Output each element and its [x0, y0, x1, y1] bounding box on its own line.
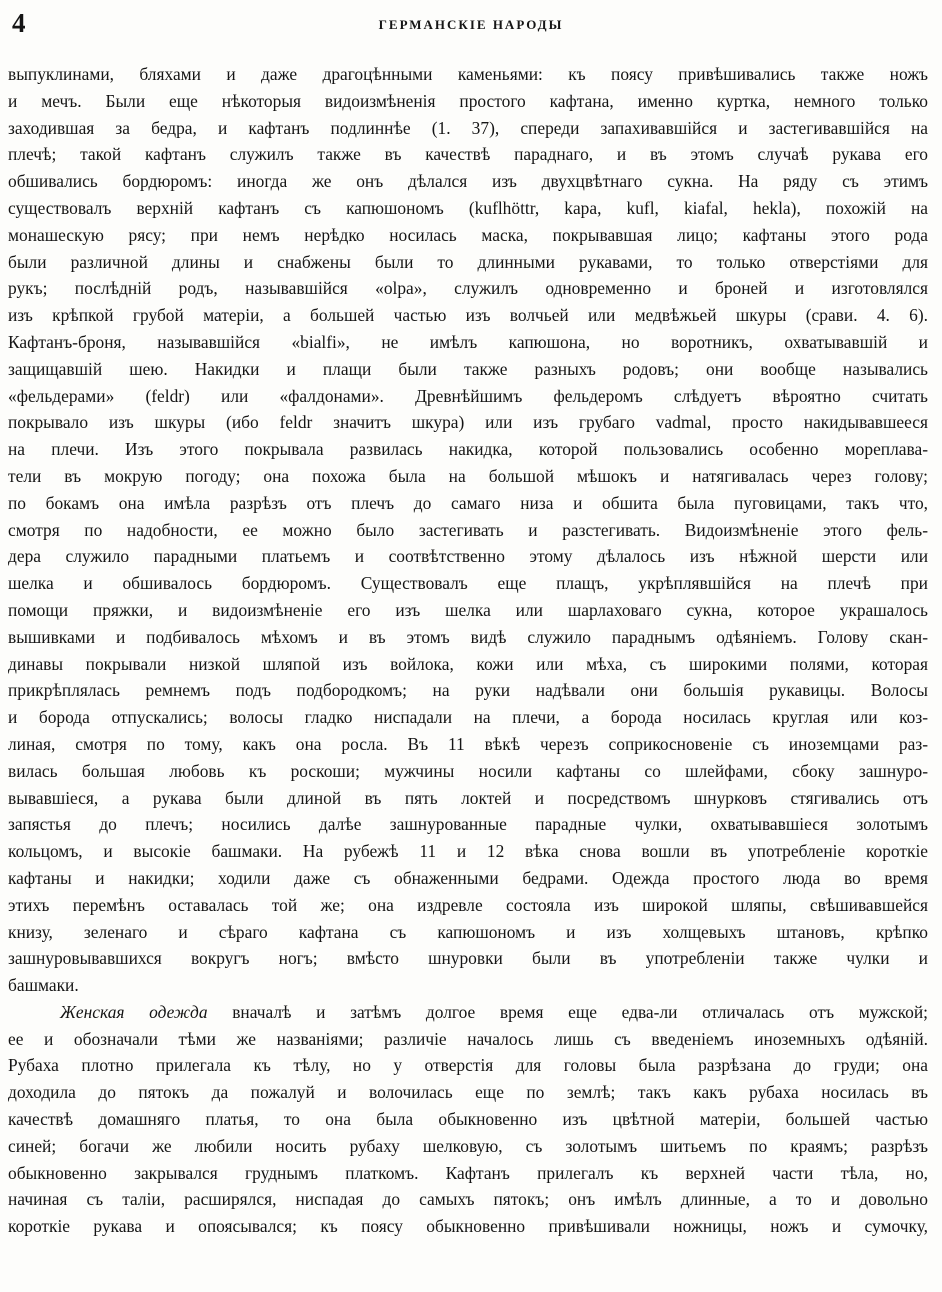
- text-line: [8, 999, 928, 1026]
- text-line: Кафтанъ-броня, называвшійся «bialfi», не имѣлъ капюшона, но воротникъ, охватывавшій и: [8, 331, 928, 352]
- text-line: шелка и обшивалось бордюромъ. Существовалъ еще плащъ, укрѣплявшійся на плечѣ при: [8, 573, 928, 594]
- italic-lead: Женская одежда: [60, 1001, 208, 1022]
- text-line: смотря по надобности, ее можно было застегивать и разстегивать. Видоизмѣненіе этого фель-: [8, 519, 928, 540]
- text-line: по бокамъ она имѣла разрѣзъ отъ плечъ до самаго низа и обшита была пуговицами, такъ что,: [8, 492, 928, 513]
- text-line: кафтаны и накидки; ходили даже съ обнаженными бедрами. Одежда простого люда во время: [8, 867, 928, 888]
- text-line: запястья до плечъ; носились далѣе зашнурованные парадные чулки, охватывавшіеся золотымъ: [8, 814, 928, 835]
- text-line: и борода отпускались; волосы гладко ниспадали на плечи, а борода носилась круглая или коз-: [8, 707, 928, 728]
- text-line: помощи пряжки, и видоизмѣненіе его изъ шелка или шарлаховаго сукна, которое украшалось: [8, 599, 928, 620]
- paragraph-clothing-women: [8, 999, 928, 1240]
- text-line: прикрѣплялась ремнемъ подъ подбородкомъ; на руки надѣвали они большія рукавицы. Волосы: [8, 680, 928, 701]
- text-line: монашескую рясу; при немъ нерѣдко носилась маска, покрывавшая лицо; кафтаны этого рода: [8, 224, 928, 245]
- running-title: ГЕРМАНСКІЕ НАРОДЫ: [378, 17, 564, 32]
- text-line: обыкновенно закрывался груднымъ платкомъ. Кафтанъ прилегалъ къ верхней части тѣла, но,: [8, 1162, 928, 1183]
- text-line: выпуклинами, бляхами и даже драгоцѣнными каменьями: къ поясу привѣшивались также ножъ: [8, 64, 928, 84]
- text-line: дера служило парадными платьемъ и соотвѣтственно этому дѣлалось изъ нѣжной шерсти или: [8, 546, 928, 567]
- text-line: покрывало изъ шкуры (ибо feldr значитъ шкура) или изъ грубаго vadmal, просто накидывавшееся: [8, 412, 928, 433]
- text-line: ее и обозначали тѣми же названіями; различіе началось лишь съ введеніемъ иноземныхъ одѣяній.: [8, 1028, 928, 1049]
- text-line: доходила до пятокъ да пожалуй и волочилась еще по землѣ; такъ какъ рубаха носилась въ: [8, 1082, 928, 1103]
- text-line: вилась большая любовь къ роскоши; мужчины носили кафтаны со шлейфами, сбоку зашнуро-: [8, 760, 928, 781]
- text-line: начиная съ таліи, расширялся, ниспадая до самыхъ пятокъ; онъ имѣлъ длинные, а то и довольно: [8, 1189, 928, 1210]
- text-line: изъ крѣпкой грубой матеріи, а большей частью изъ волчьей или медвѣжьей шкуры (срави. 4. 6).: [8, 305, 928, 326]
- text-line: обшивались бордюромъ: иногда же онъ дѣлался изъ двухцвѣтнаго сукна. На ряду съ этимъ: [8, 171, 928, 192]
- text-line: книзу, зеленаго и сѣраго кафтана съ капюшономъ и изъ холщевыхъ штановъ, крѣпко: [8, 921, 928, 942]
- text-line: башмаки.: [8, 975, 79, 996]
- text-line: были различной длины и снабжены были то длинными рукавами, то только отверстіями для: [8, 251, 928, 272]
- text-line: плечѣ; такой кафтанъ служилъ также въ качествѣ параднаго, и въ этомъ случаѣ рукава его: [8, 144, 928, 165]
- text-line: этихъ перемѣнъ оставалась той же; она издревле состояла изъ широкой шляпы, свѣшивавшейся: [8, 894, 928, 915]
- text-line: вывавшіеся, а рукава были длиной въ пять локтей и посредствомъ шнурковъ стягивались отъ: [8, 787, 928, 808]
- text-line: защищавшій шею. Накидки и плащи были также разныхъ родовъ; они вообще назывались: [8, 358, 928, 379]
- text-line: и мечъ. Были еще нѣкоторыя видоизмѣненія простого кафтана, именно куртка, немного только: [8, 90, 928, 111]
- page-number: 4: [12, 8, 26, 38]
- line-text: вначалѣ и затѣмъ долгое время еще едва-ли отличалась отъ мужской;: [207, 1001, 928, 1022]
- text-line: на плечи. Изъ этого покрывала развилась накидка, которой пользовались особенно мореплава-: [8, 439, 928, 460]
- text-line: короткіе рукава и опоясывался; къ поясу обыкновенно привѣшивали ножницы, ножъ и сумочку,: [8, 1216, 928, 1237]
- body-text: [8, 61, 928, 1240]
- text-line: существовалъ верхній кафтанъ съ капюшономъ (kuflhöttr, kapa, kufl, kiafal, hekla), похожій на: [8, 197, 928, 218]
- text-line: Рубаха плотно прилегала къ тѣлу, но у отверстія для головы была разрѣзана до груди; она: [8, 1055, 928, 1076]
- text-line: вышивками и подбивалось мѣхомъ и въ этомъ видѣ служило параднымъ одѣяніемъ. Голову скан-: [8, 626, 928, 647]
- text-line: синей; богачи же любили носить рубаху шелковую, съ золотымъ шитьемъ по краямъ; разрѣзъ: [8, 1135, 928, 1156]
- text-line: заходившая за бедра, и кафтанъ подлиннѣе (1. 37), спереди запахивавшійся и застегивавшійся на: [8, 117, 928, 138]
- text-line: качествѣ домашняго платья, то она была обыкновенно изъ цвѣтной матеріи, большей частью: [8, 1109, 928, 1130]
- text-line: кольцомъ, и высокіе башмаки. На рубежѣ 11 и 12 вѣка снова вошли въ употребленіе короткіе: [8, 841, 928, 862]
- paragraph-clothing-men: [8, 61, 928, 999]
- text-line: динавы покрывали низкой шляпой изъ войлока, кожи или мѣха, съ широкими полями, которая: [8, 653, 928, 674]
- text-line: рукъ; послѣдній родъ, называвшійся «olpa», служилъ одновременно и броней и изготовлялся: [8, 278, 928, 299]
- text-line: линая, смотря по тому, какъ она росла. Въ 11 вѣкѣ черезъ соприкосновеніе съ иноземцами раз-: [8, 733, 928, 754]
- text-line: тели въ мокрую погоду; она похожа была на большой мѣшокъ и натягивалась через голову;: [8, 465, 928, 486]
- text-line: «фельдерами» (feldr) или «фалдонами». Древнѣйшимъ фельдеромъ слѣдуетъ вѣроятно считать: [8, 385, 928, 406]
- text-line: зашнуровывавшихся вокругъ ногъ; вмѣсто шнуровки были въ употребленіи также чулки и: [8, 948, 928, 969]
